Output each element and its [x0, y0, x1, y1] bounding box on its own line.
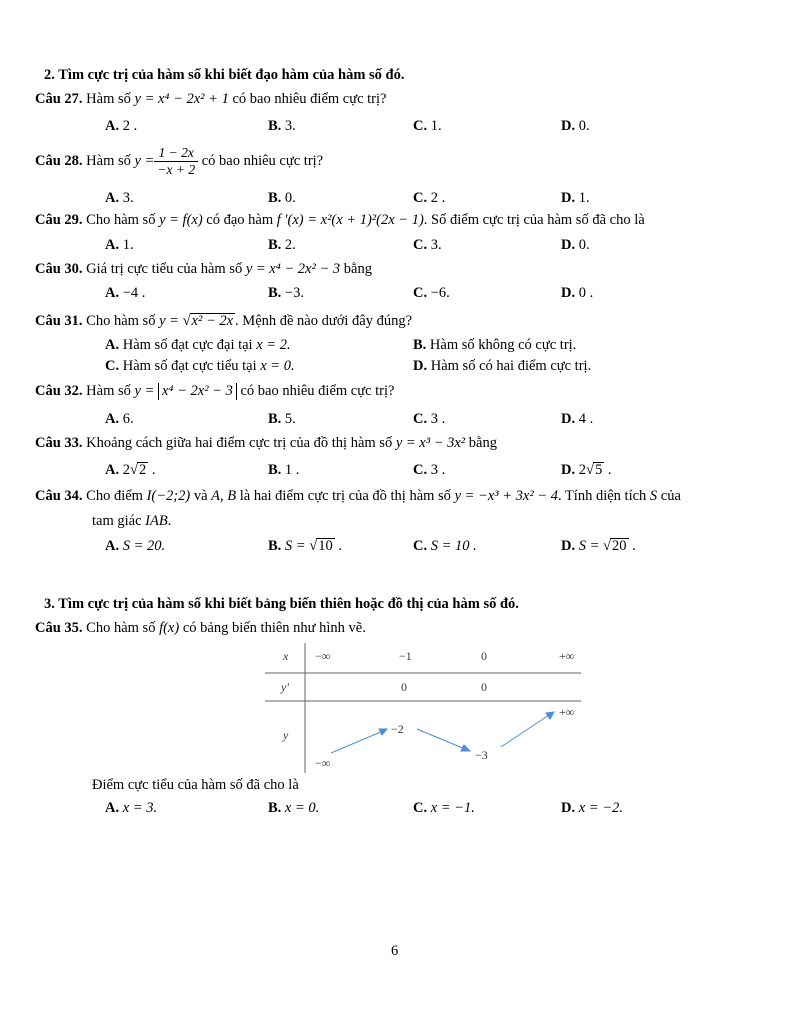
points: A, B [211, 488, 237, 504]
formula: y = x⁴ − 2x² − 3 [245, 261, 341, 277]
formula-lhs: y = [134, 152, 155, 169]
increasing-arrow [501, 715, 549, 747]
x-value: −1 [399, 649, 412, 663]
row-label-x: x [283, 649, 289, 663]
formula: y = x³ − 3x² [395, 435, 466, 451]
section-title: 3. Tìm cực trị của hàm số khi biết bảng biến thiên hoặc đồ thị của hàm số đó. [44, 596, 519, 612]
x-value: −∞ [315, 649, 331, 663]
question-34-line2 [92, 513, 171, 530]
yprime-value: 0 [481, 680, 487, 694]
question-text: Cho điểm [86, 488, 143, 504]
section-title: 2. Tìm cực trị của hàm số khi biết đạo hàm của hàm số đó. [44, 67, 405, 83]
option-a: A. 6. [105, 411, 134, 427]
question-text: Hàm số [86, 91, 131, 107]
question-label: Câu 34. [35, 488, 83, 504]
question-text: bằng [468, 435, 497, 451]
variation-table [265, 643, 585, 775]
option-d: D. Hàm số có hai điểm cực trị. [413, 358, 592, 374]
question-text: . Mệnh đề nào dưới đây đúng? [235, 313, 413, 329]
point: I(−2;2) [146, 488, 191, 504]
formula: y = x⁴ − 2x² + 1 [134, 91, 229, 107]
option-b: B. x = 0. [268, 800, 320, 816]
absolute-value: x⁴ − 2x² − 3 [158, 383, 237, 400]
option-a: A. −4 . [105, 285, 146, 301]
option-d: D. 0 . [561, 285, 594, 301]
question-label: Câu 32. [35, 383, 83, 399]
question-text: có bao nhiêu điểm cực trị? [240, 383, 395, 399]
question-27 [35, 91, 386, 108]
question-label: Câu 30. [35, 261, 83, 277]
question-label: Câu 28. [35, 152, 83, 169]
question-text: và [193, 488, 208, 504]
option-b: B. 3. [268, 118, 296, 134]
formula-lhs: y = [159, 313, 179, 329]
fraction: $\frac{1 - 2x}{-x + 2}$ [154, 145, 198, 178]
option-a: A. 3. [105, 190, 134, 206]
option-b: B. 2. [268, 237, 296, 253]
option-c: C. 3 . [413, 462, 446, 478]
option-d: D. 4 . [561, 411, 594, 427]
arrowhead [461, 745, 470, 751]
question-34 [35, 488, 681, 505]
question-31: Câu 31. Cho hàm số y = √x² − 2x . Mệnh đề nào dưới đây đúng? [35, 313, 413, 329]
decreasing-arrow [417, 729, 465, 749]
option-c: C. 2 . [413, 190, 446, 206]
option-c: C. S = 10 . [413, 538, 477, 554]
function: f(x) [159, 620, 180, 636]
question-text: Giá trị cực tiểu của hàm số [86, 261, 243, 277]
formula: y = −x³ + 3x² − 4 [454, 488, 558, 504]
question-label: Câu 29. [35, 212, 83, 228]
option-d: D. 0. [561, 237, 590, 253]
option-a: A. S = 20. [105, 538, 166, 554]
question-text: có bảng biến thiên như hình vẽ. [182, 620, 366, 636]
option-c: C. 1. [413, 118, 442, 134]
row-label-y: y [283, 728, 289, 742]
option-c: C. 3. [413, 237, 442, 253]
question-28 [35, 145, 323, 178]
x-value: +∞ [559, 649, 575, 663]
derivative-formula: f '(x) = x²(x + 1)²(2x − 1) [276, 212, 424, 228]
option-d: D. 0. [561, 118, 590, 134]
formula: y = f(x) [159, 212, 203, 228]
arrowhead [379, 729, 387, 735]
question-label: Câu 35. [35, 620, 83, 636]
option-a: A. 2 . [105, 118, 138, 134]
question-text: có bao nhiêu cực trị? [201, 152, 324, 169]
yprime-value: 0 [401, 680, 407, 694]
question-text: Cho hàm số [86, 620, 156, 636]
question-label: Câu 31. [35, 313, 83, 329]
row-label-yprime: y' [281, 680, 289, 694]
option-b: B. S = √10 . [268, 538, 342, 554]
question-text: . Số điểm cực trị của hàm số đã cho là [423, 212, 645, 228]
question-text: . [167, 513, 172, 529]
question-text: là hai điểm cực trị của đồ thị hàm số [239, 488, 451, 504]
option-d: D. S = √20 . [561, 538, 636, 554]
question-text: Hàm số [86, 383, 131, 399]
option-b: B. 5. [268, 411, 296, 427]
page-number: 6 [391, 943, 399, 959]
option-c: C. 3 . [413, 411, 446, 427]
question-text: Cho hàm số [86, 313, 156, 329]
question-text: có bao nhiêu điểm cực trị? [232, 91, 387, 107]
area-symbol: S [649, 488, 658, 504]
question-text: bằng [343, 261, 372, 277]
y-value: −2 [391, 722, 404, 736]
question-text: tam giác [92, 513, 142, 529]
option-a: A. 1. [105, 237, 134, 253]
option-b: B. 0. [268, 190, 296, 206]
option-c: C. −6. [413, 285, 450, 301]
y-value: +∞ [559, 705, 575, 719]
option-b: B. −3. [268, 285, 304, 301]
option-d: D. x = −2. [561, 800, 623, 816]
option-a: A. 2√2 . [105, 462, 156, 478]
option-d: D. 2√5 . [561, 462, 612, 478]
question-text: Hàm số [86, 152, 131, 169]
x-value: 0 [481, 649, 487, 663]
question-33 [35, 435, 497, 452]
radicand: x² − 2x [191, 313, 234, 329]
formula-lhs: y = [134, 383, 155, 399]
question-text: Cho hàm số [86, 212, 156, 228]
question-32 [35, 383, 394, 400]
option-d: D. 1. [561, 190, 590, 206]
question-text: có đạo hàm [206, 212, 274, 228]
y-value: −3 [475, 748, 488, 762]
question-30 [35, 261, 372, 278]
question-35-prompt: Điểm cực tiểu của hàm số đã cho là [92, 777, 299, 793]
increasing-arrow [331, 731, 383, 753]
triangle: IAB [145, 513, 168, 529]
arrowhead [546, 712, 554, 719]
question-35 [35, 620, 366, 637]
y-value: −∞ [315, 756, 331, 770]
option-b: B. Hàm số không có cực trị. [413, 337, 577, 353]
question-text: . Tính diện tích [557, 488, 647, 504]
option-a: A. Hàm số đạt cực đại tại x = 2. [105, 337, 291, 353]
question-text: Khoảng cách giữa hai điểm cực trị của đồ thị hàm số [86, 435, 393, 451]
question-text: của [660, 488, 681, 504]
option-a: A. x = 3. [105, 800, 158, 816]
option-c: C. x = −1. [413, 800, 475, 816]
question-label: Câu 33. [35, 435, 83, 451]
question-label: Câu 27. [35, 91, 83, 107]
option-c: C. Hàm số đạt cực tiểu tại x = 0. [105, 358, 295, 374]
option-b: B. 1 . [268, 462, 300, 478]
question-29 [35, 212, 645, 229]
